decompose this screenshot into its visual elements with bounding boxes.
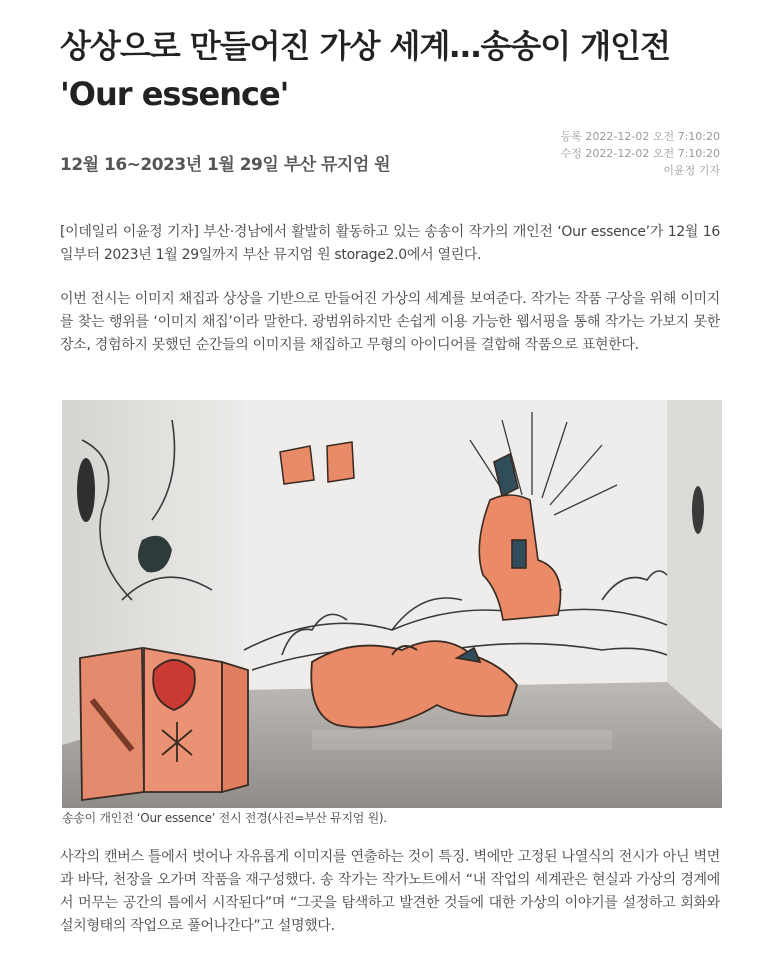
paragraph-exhibition: 이번 전시는 이미지 채집과 상상을 기반으로 만들어진 가상의 세계를 보여준다. 작가는 작품 구상을 위해 이미지를 찾는 행위를 ‘이미지 채집’이라 말한다. 광범위하지만 손쉽게 이용 가능한 웹서핑을 통해 작가는 가보지 못한 장소, 경험하지 못했던 순간들의 이미지를 채집하고 무형의 아이디어를 결합해 작품으로 표현한다. xyxy=(60,291,720,353)
wall-oval-right xyxy=(692,486,704,534)
right-wall xyxy=(667,400,722,730)
wall-piece-1 xyxy=(280,446,314,484)
wall-oval-left xyxy=(77,458,95,522)
folding-screen xyxy=(80,648,248,800)
exhibition-photo-illustration xyxy=(62,400,722,808)
registered-date: 등록 2022-12-02 오전 7:10:20 xyxy=(560,130,720,143)
reporter-byline: 이윤정 기자 xyxy=(663,164,720,177)
headline: 상상으로 만들어진 가상 세계…송송이 개인전 'Our essence' xyxy=(60,27,670,113)
photo-caption: 송송이 개인전 ‘Our essence’ 전시 전경(사진=부산 뮤지엄 원). xyxy=(62,811,387,825)
article-meta xyxy=(561,128,720,179)
subheadline: 12월 16~2023년 1월 29일 부산 뮤지엄 원 xyxy=(60,155,391,175)
exhibition-photo xyxy=(62,400,722,808)
wall-piece-2 xyxy=(327,442,354,482)
paragraph-intro: [이데일리 이윤정 기자] 부산·경남에서 활발히 활동하고 있는 송송이 작가의 개인전 ‘Our essence’가 12월 16일부터 2023년 1월 29일까지 부산 뮤지엄 원 storage2.0에서 열린다. xyxy=(60,224,720,263)
paragraph-description: 사각의 캔버스 틀에서 벗어나 자유롭게 이미지를 연출하는 것이 특징. 벽에만 고정된 나열식의 전시가 아닌 벽면과 바닥, 천장을 오가며 작품을 재구성했다. 송 작가는 작가노트에서 “내 작업의 세계관은 현실과 가상의 경계에서 머무는 공간의 틈에서 시작된다”며 “그곳을 탐색하고 발견한 것들에 대한 가상의 이야기를 설정하고 회화와 설치형태의 작업으로 풀어나간다”고 설명했다. xyxy=(60,849,720,934)
floor-sheen xyxy=(312,730,612,750)
modified-date: 수정 2022-12-02 오전 7:10:20 xyxy=(560,147,720,160)
